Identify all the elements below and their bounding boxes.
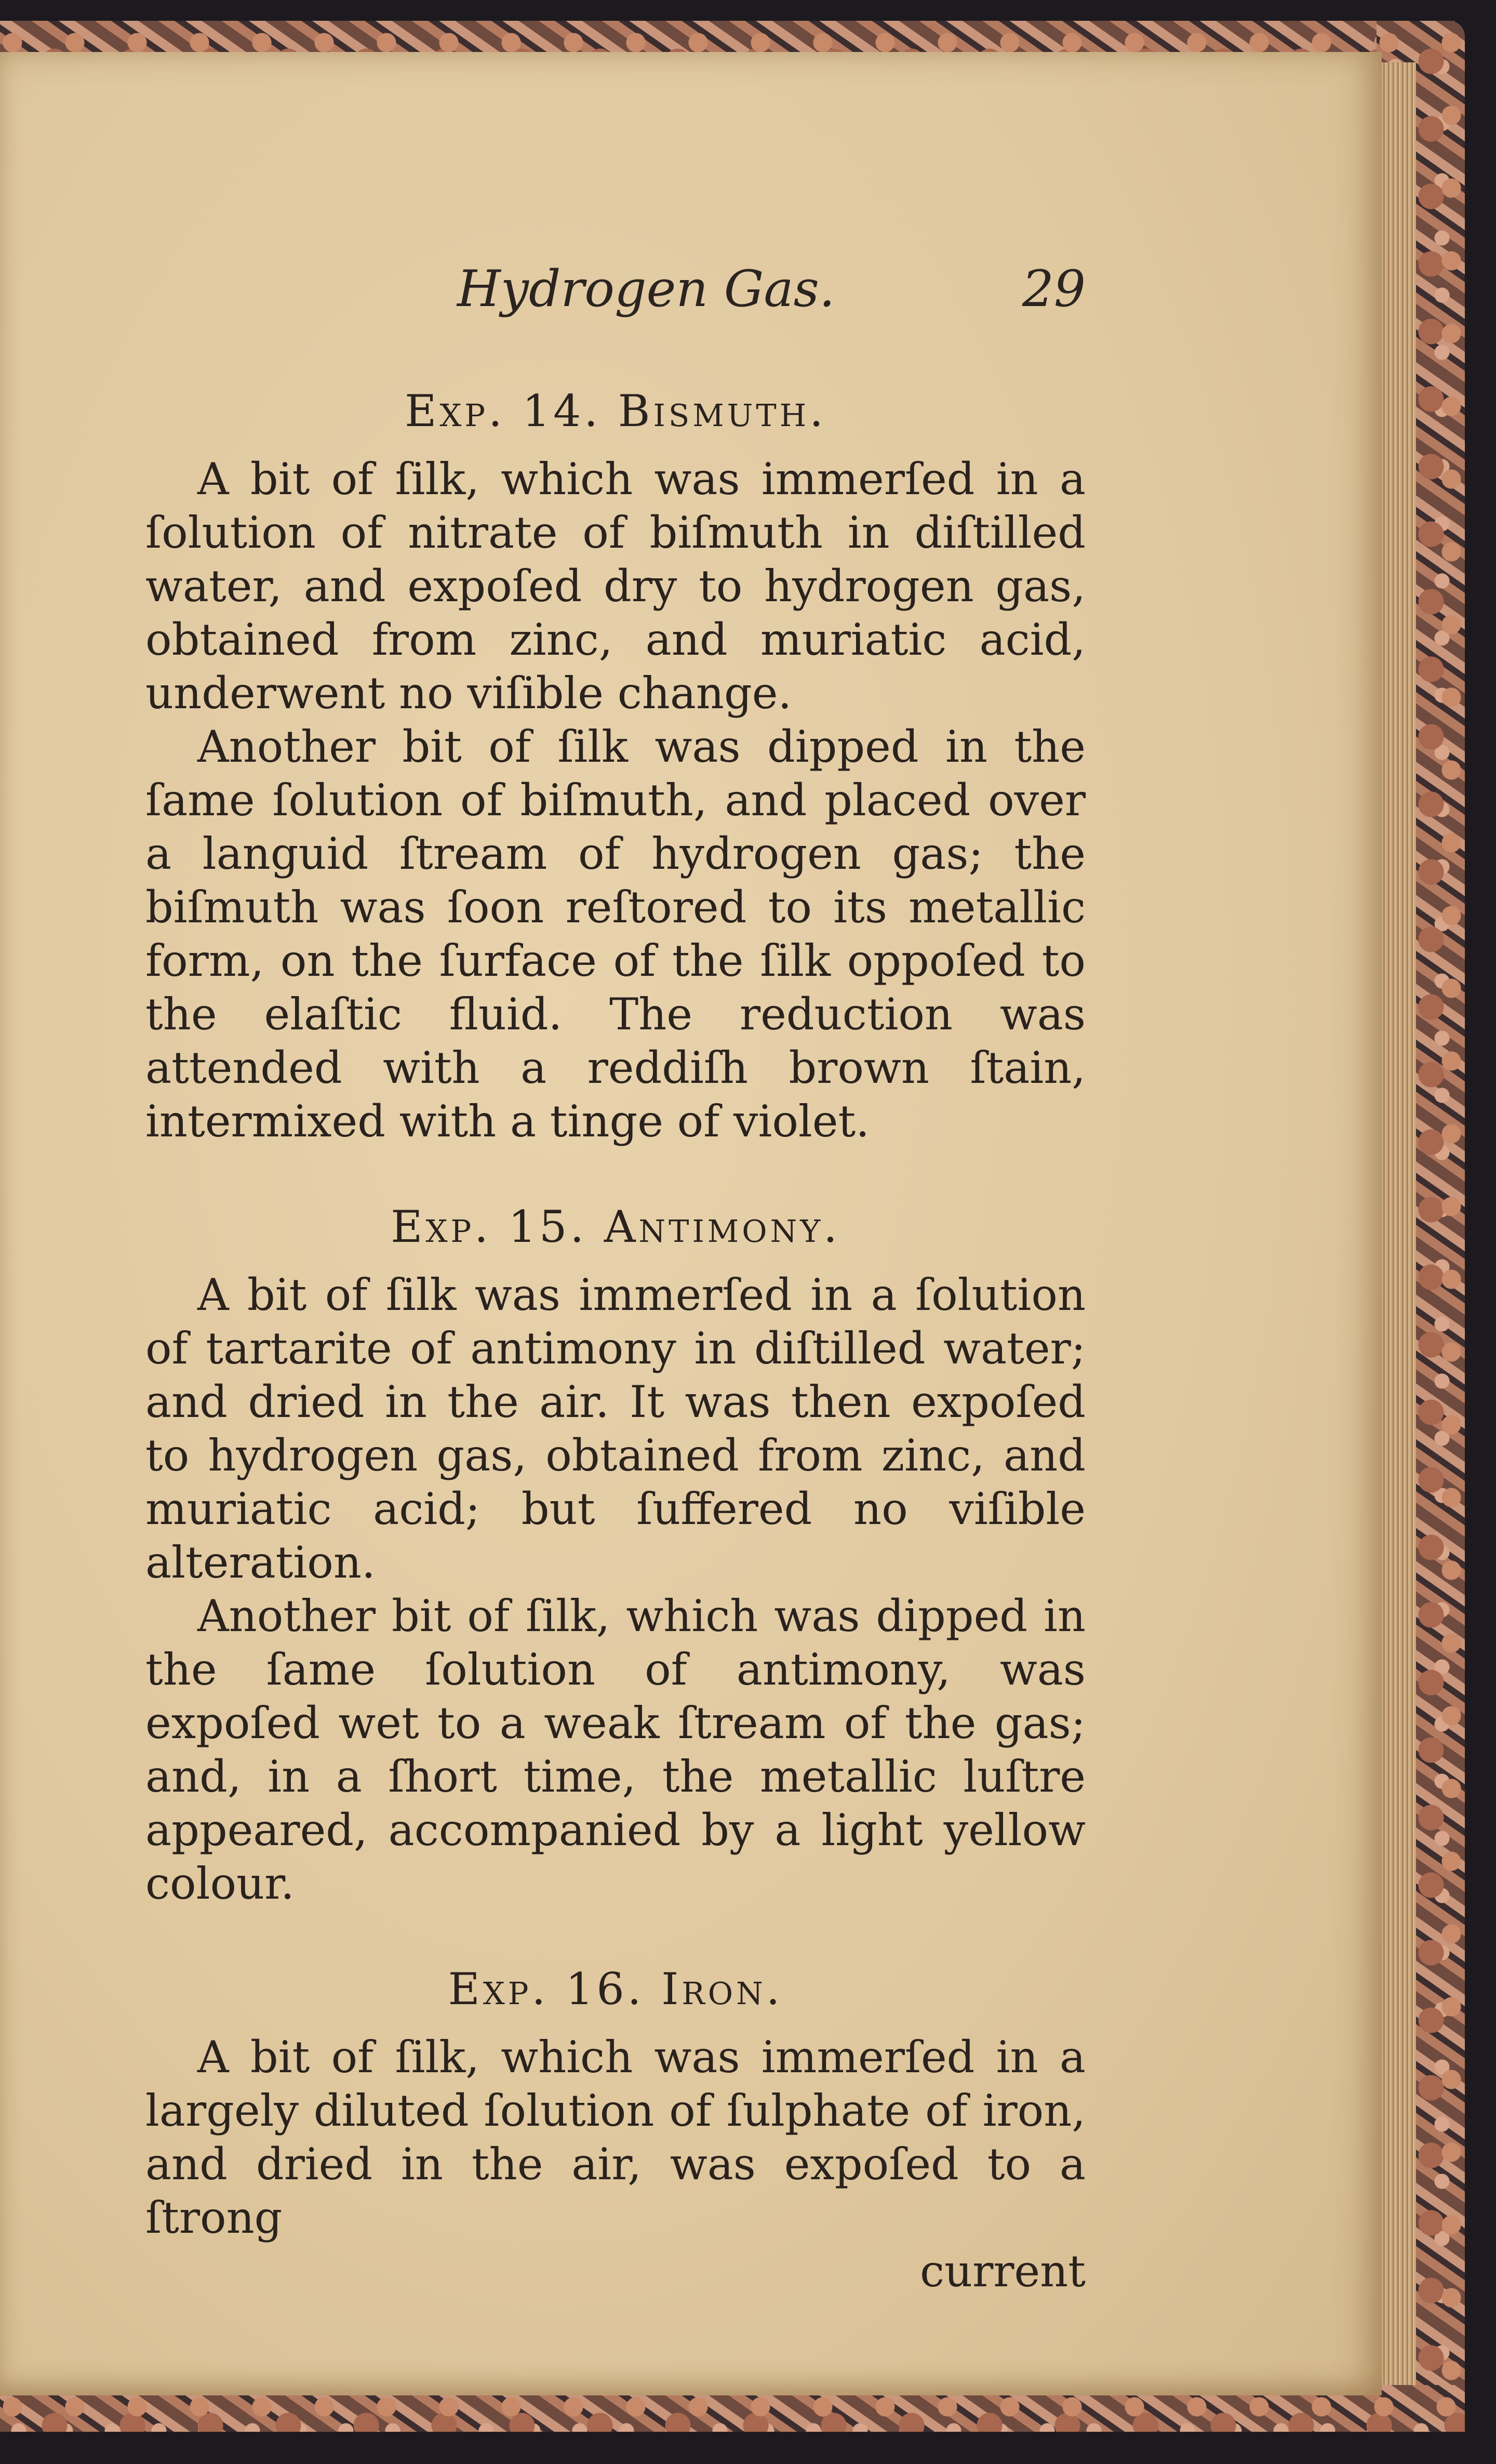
section-heading-exp-15: Exp. 15. Antimony. xyxy=(391,1201,840,1252)
paragraph: A bit of ſilk, which was immerſed in a ſolution of nitrate of biſmuth in diſtilled water, and expoſed dry to hydrogen gas, obtained from zinc, and muriatic acid, underwent no viſible change. xyxy=(145,454,1086,719)
text-block xyxy=(145,385,1086,2298)
section-heading-exp-14: Exp. 14. Bismuth. xyxy=(405,386,826,436)
section-heading-exp-16: Exp. 16. Iron. xyxy=(448,1964,783,2015)
paragraph: Another bit of ſilk, which was dipped in the ſame ſolution of antimony, was expoſed wet to a weak ſtream of the gas; and, in a ſhort time, the metallic luſtre appeared, accompanied by a light yellow colour. xyxy=(145,1591,1086,1909)
paragraph: A bit of ſilk, which was immerſed in a largely diluted ſolution of ſulphate of iron, and dried in the air, was expoſed to a ſtrong xyxy=(145,2032,1086,2243)
page-number: 29 xyxy=(1022,260,1086,318)
catchword: current xyxy=(919,2246,1086,2297)
paragraph: Another bit of ſilk was dipped in the ſame ſolution of biſmuth, and placed over a languid ſtream of hydrogen gas; the biſmuth was ſoon reſtored to its metallic form, on the ſurface of the ſilk oppoſed to the elaſtic fluid. The reduction was attended with a reddiſh brown ſtain, intermixed with a tinge of violet. xyxy=(145,721,1086,1147)
paragraph: A bit of ſilk was immerſed in a ſolution of tartarite of antimony in diſtilled water; and dried in the air. It was then expoſed to hydrogen gas, obtained from zinc, and muriatic acid; but ſuffered no viſible alteration. xyxy=(145,1269,1086,1588)
running-head-title: Hydrogen Gas. xyxy=(457,260,835,318)
running-head xyxy=(447,260,1086,317)
